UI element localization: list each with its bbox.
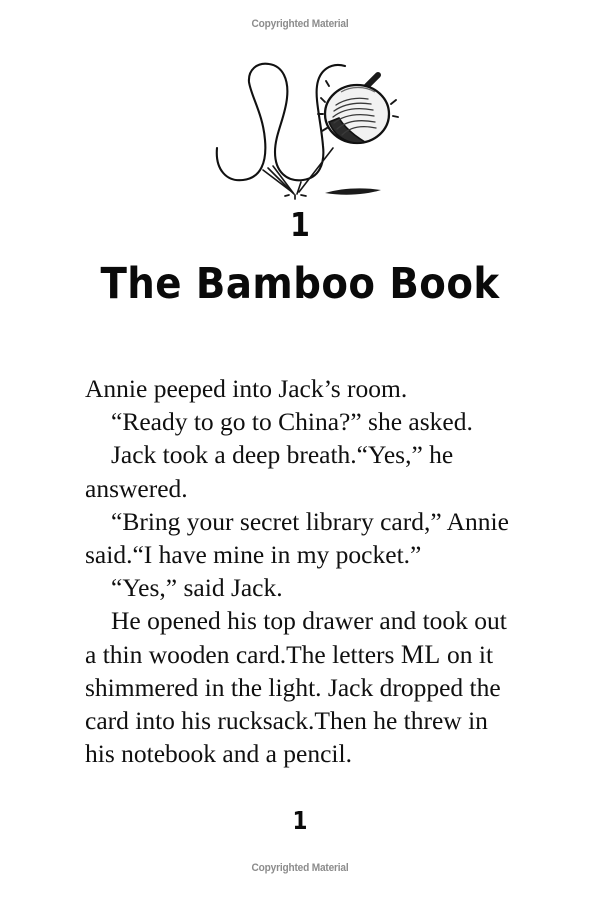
body-paragraph: He opened his top drawer and took out a thin wooden card.The letters ML on it shimmered in the light. Jack dropped the card into his rucksack.Then he threw in his notebook and a pencil. — [85, 606, 507, 769]
body-paragraph: “Yes,” said Jack. — [111, 573, 283, 603]
small-caps-text: ML — [400, 639, 441, 669]
chapter-number: 1 — [290, 205, 310, 244]
body-paragraph: “Ready to go to China?” she asked. — [111, 407, 473, 437]
copyright-watermark-bottom: Copyrighted Material — [251, 862, 349, 874]
chapter-body-text — [85, 372, 517, 770]
chapter-title: The Bamboo Book — [100, 259, 500, 309]
spinning-top-illustration — [205, 52, 400, 200]
body-paragraph: Annie peeped into Jack’s room. — [85, 374, 408, 403]
body-paragraph: “Bring your secret library card,” Annie said.“I have mine in my pocket.” — [85, 506, 509, 570]
copyright-watermark-top: Copyrighted Material — [251, 18, 349, 30]
page-number: 1 — [292, 806, 308, 835]
spinning-top-body — [325, 85, 389, 143]
body-paragraph: Jack took a deep breath.“Yes,” he answered. — [85, 440, 454, 503]
spinning-top-ornament — [205, 52, 400, 200]
